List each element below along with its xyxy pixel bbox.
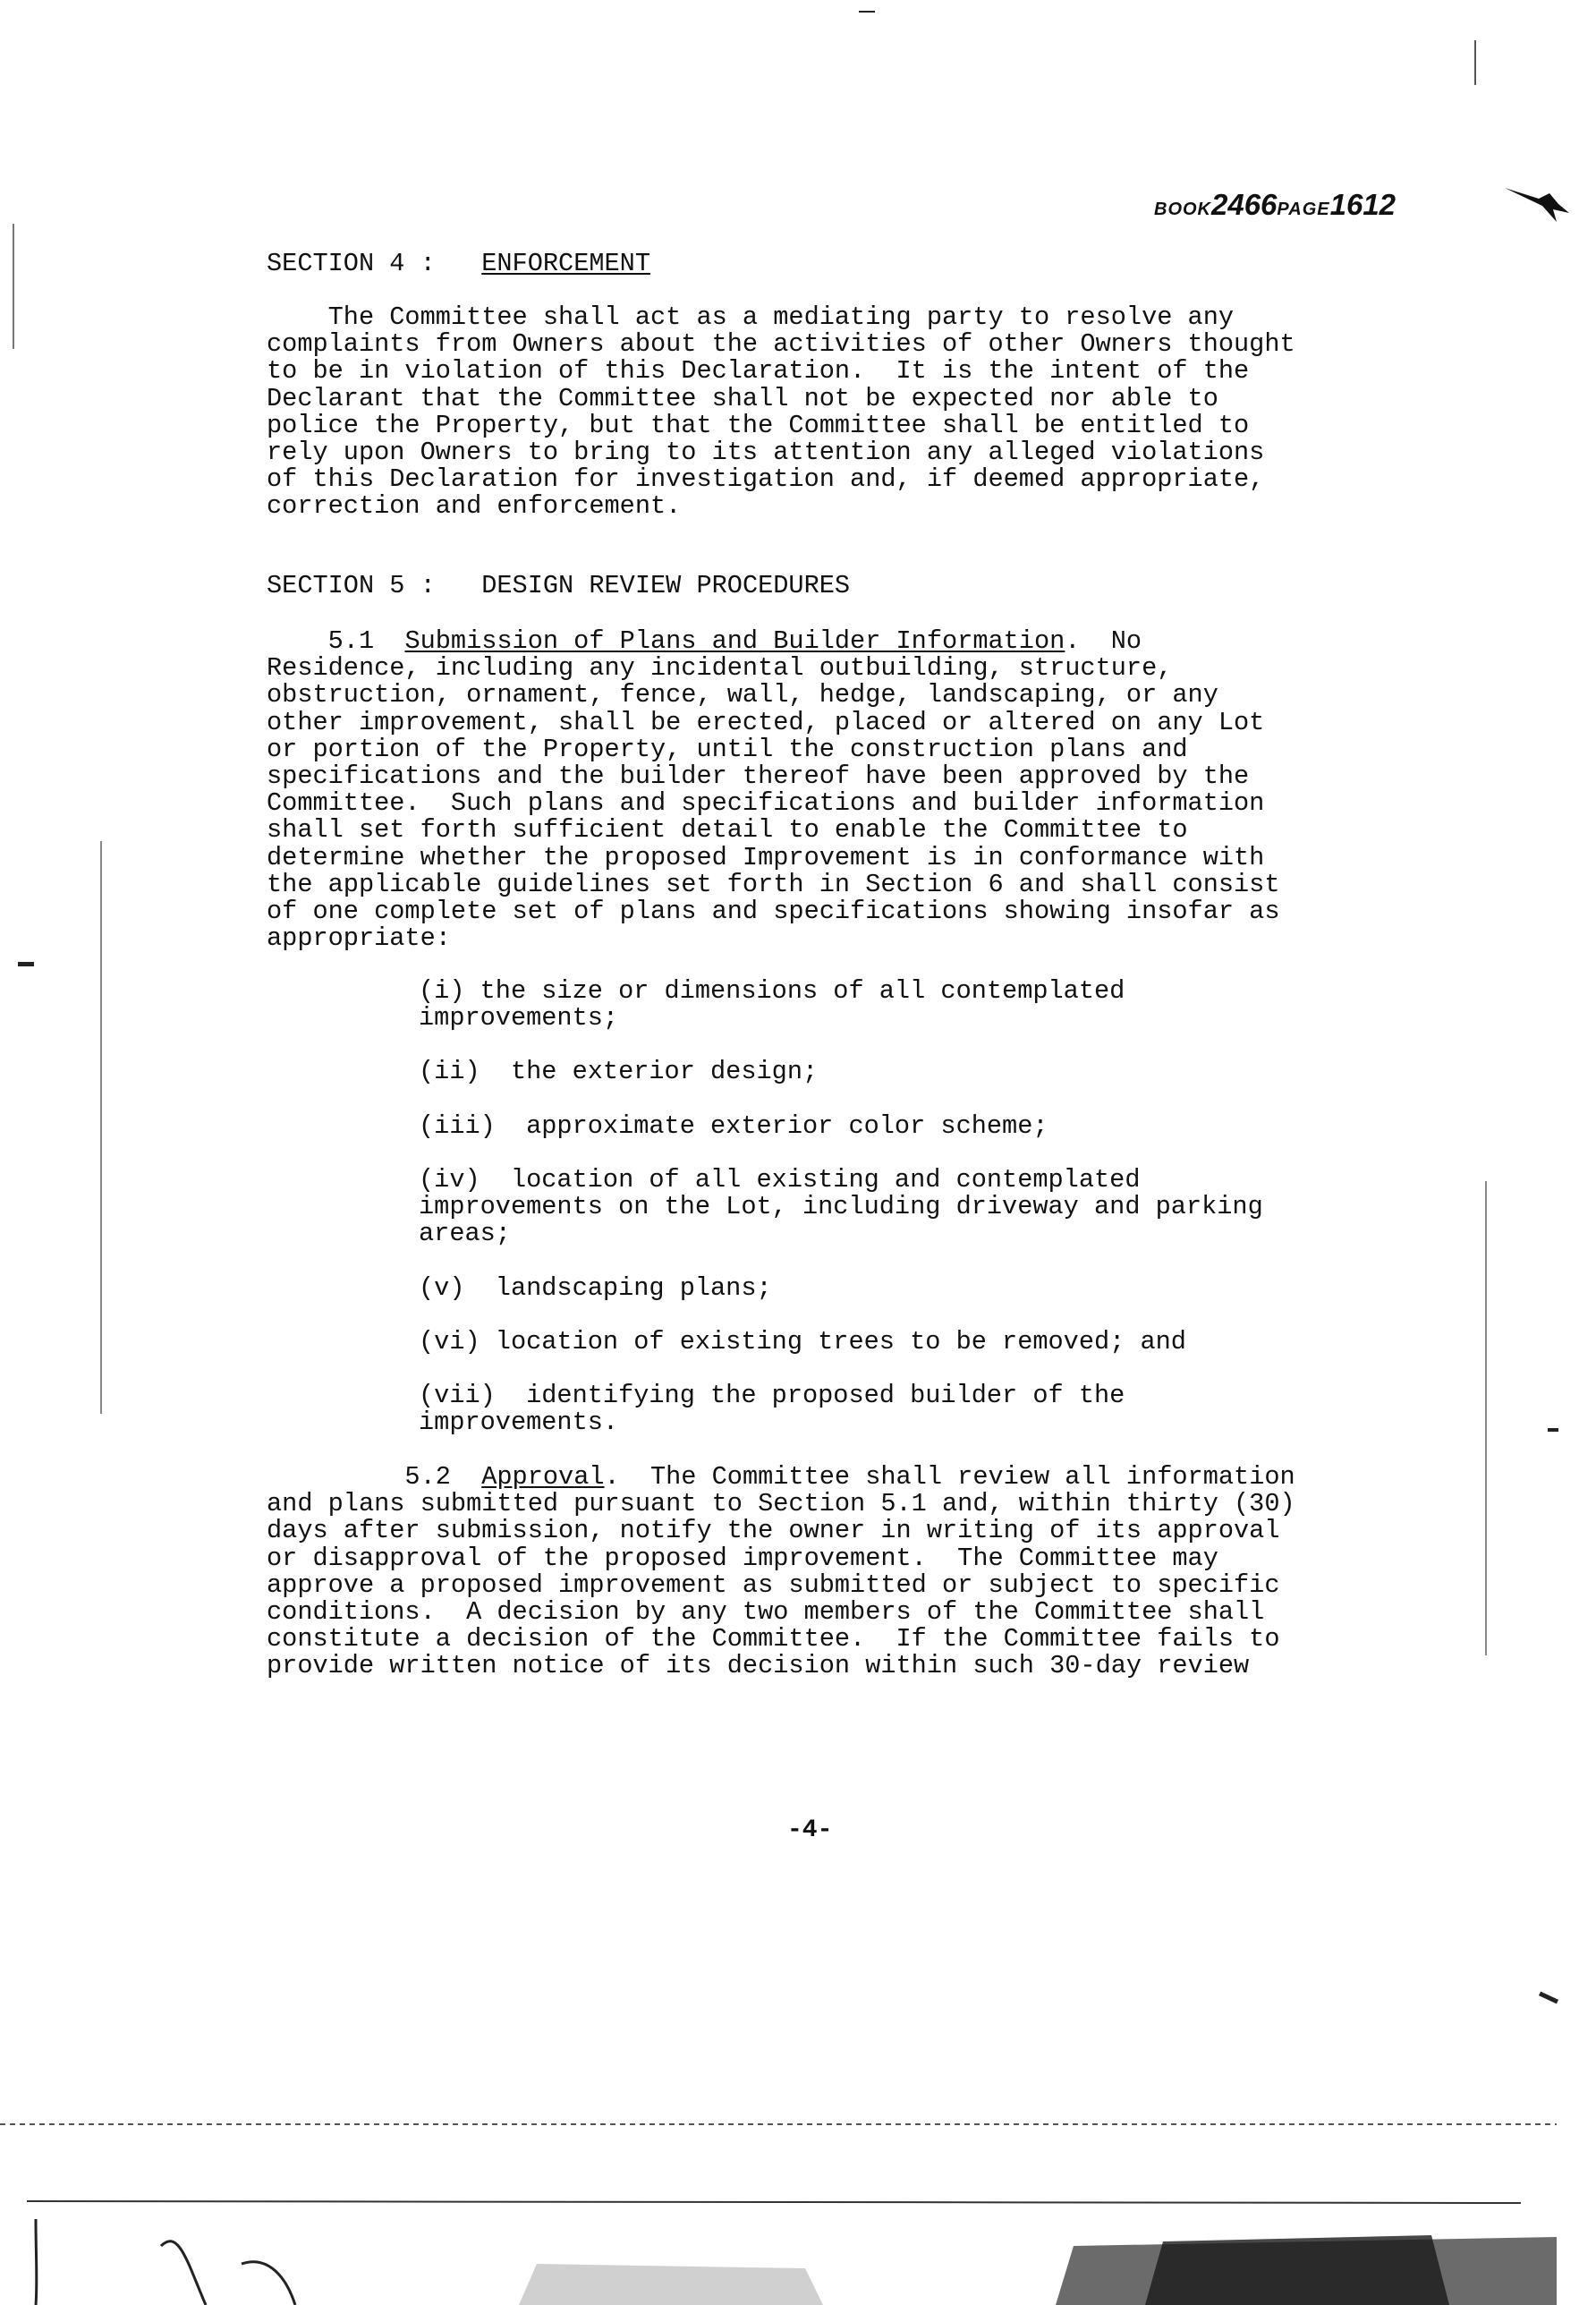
text-line xyxy=(267,1464,1376,1491)
list-item: (vii) identifying the proposed builder of the improvements. xyxy=(419,1381,1125,1438)
para-5-2-number: 5.2 xyxy=(267,1462,482,1492)
text-line: appropriate: xyxy=(267,923,451,954)
list-item: (v) landscaping plans; xyxy=(419,1273,772,1303)
text-line: police the Property, but that the Committee shall be entitled to xyxy=(267,410,1250,440)
text-line: conditions. A decision by any two members of the Committee shall xyxy=(267,1597,1265,1628)
section-5-heading xyxy=(267,573,850,600)
text-line: specifications and the builder thereof have been approved by the xyxy=(267,761,1250,792)
text-line: days after submission, notify the owner in writing of its approval xyxy=(267,1516,1280,1546)
text-line: obstruction, ornament, fence, wall, hedge, landscaping, or any xyxy=(267,680,1218,710)
text-line: rely upon Owners to bring to its attention any alleged violations xyxy=(267,438,1265,468)
scan-mark xyxy=(13,224,14,349)
section-4-label: SECTION 4 : xyxy=(267,249,436,278)
para-5-1-number: 5.1 xyxy=(267,626,405,656)
text-line: correction and enforcement. xyxy=(267,491,682,522)
section-5-label: SECTION 5 : xyxy=(267,571,436,600)
paragraph-5-2 xyxy=(267,1464,1376,1680)
book-page-stamp xyxy=(1154,188,1396,222)
text-line: or disapproval of the proposed improvement. The Committee may xyxy=(267,1543,1218,1573)
text-line: provide written notice of its decision within such 30-day review xyxy=(267,1651,1250,1681)
list-item: (iv) location of all existing and contemplated improvements on the Lot, including driveway and parking areas; xyxy=(419,1165,1263,1249)
text-line xyxy=(267,628,1376,655)
corner-arrow-mark xyxy=(1503,177,1575,231)
text-line: Declarant that the Committee shall not be expected nor able to xyxy=(267,383,1218,413)
section-4-body xyxy=(267,304,1376,521)
text-line: determine whether the proposed Improvement is in conformance with xyxy=(267,842,1265,872)
para-5-1-after-heading: . No xyxy=(1065,626,1142,656)
para-5-2-heading: Approval xyxy=(481,1462,605,1492)
text-line: Committee. Such plans and specifications and builder information xyxy=(267,788,1265,819)
list-item: (iii) approximate exterior color scheme; xyxy=(419,1111,1048,1141)
text-line: or portion of the Property, until the construction plans and xyxy=(267,734,1188,764)
text-line: Residence, including any incidental outbuilding, structure, xyxy=(267,653,1173,684)
list-item: (i) the size or dimensions of all contemplated improvements; xyxy=(419,976,1125,1033)
page-footer-number: -4- xyxy=(787,1816,833,1844)
scan-mark xyxy=(18,962,34,966)
scan-mark xyxy=(1548,1428,1558,1432)
scan-mark xyxy=(1539,1992,1558,2004)
text-line: and plans submitted pursuant to Section 5.1 and, within thirty (30) xyxy=(267,1489,1295,1519)
book-number: 2466 xyxy=(1211,188,1278,221)
section-5-title: DESIGN REVIEW PROCEDURES xyxy=(481,571,851,600)
scan-mark xyxy=(100,841,102,1414)
section-4-heading xyxy=(267,251,650,277)
section-4-title: ENFORCEMENT xyxy=(481,249,650,278)
text-line: The Committee shall act as a mediating party to resolve any xyxy=(267,302,1235,332)
book-word: BOOK xyxy=(1154,200,1211,219)
page-word: PAGE xyxy=(1277,200,1330,219)
text-line: to be in violation of this Declaration. It is the intent of the xyxy=(267,356,1250,387)
text-line: the applicable guidelines set forth in Section 6 and shall consist xyxy=(267,869,1280,899)
list-item: (ii) the exterior design; xyxy=(419,1057,819,1086)
para-5-2-after-heading: . The Committee shall review all information xyxy=(604,1462,1295,1492)
scan-mark xyxy=(859,11,875,13)
text-line: shall set forth sufficient detail to enable the Committee to xyxy=(267,815,1188,846)
text-line: of this Declaration for investigation and, if deemed appropriate, xyxy=(267,464,1265,495)
scan-mark xyxy=(1474,40,1476,85)
text-line: of one complete set of plans and specifications showing insofar as xyxy=(267,897,1280,927)
page-number-stamp: 1612 xyxy=(1329,188,1396,221)
text-line: complaints from Owners about the activities of other Owners thought xyxy=(267,329,1295,360)
text-line: approve a proposed improvement as submitted or subject to specific xyxy=(267,1569,1280,1600)
scan-noise-area xyxy=(0,2085,1596,2305)
list-item: (vi) location of existing trees to be removed; and xyxy=(419,1327,1186,1357)
text-line: constitute a decision of the Committee. If the Committee fails to xyxy=(267,1624,1280,1654)
paragraph-5-1 xyxy=(267,628,1376,952)
scan-mark xyxy=(1485,1181,1487,1655)
para-5-1-heading: Submission of Plans and Builder Information xyxy=(404,626,1065,656)
text-line: other improvement, shall be erected, placed or altered on any Lot xyxy=(267,707,1265,737)
